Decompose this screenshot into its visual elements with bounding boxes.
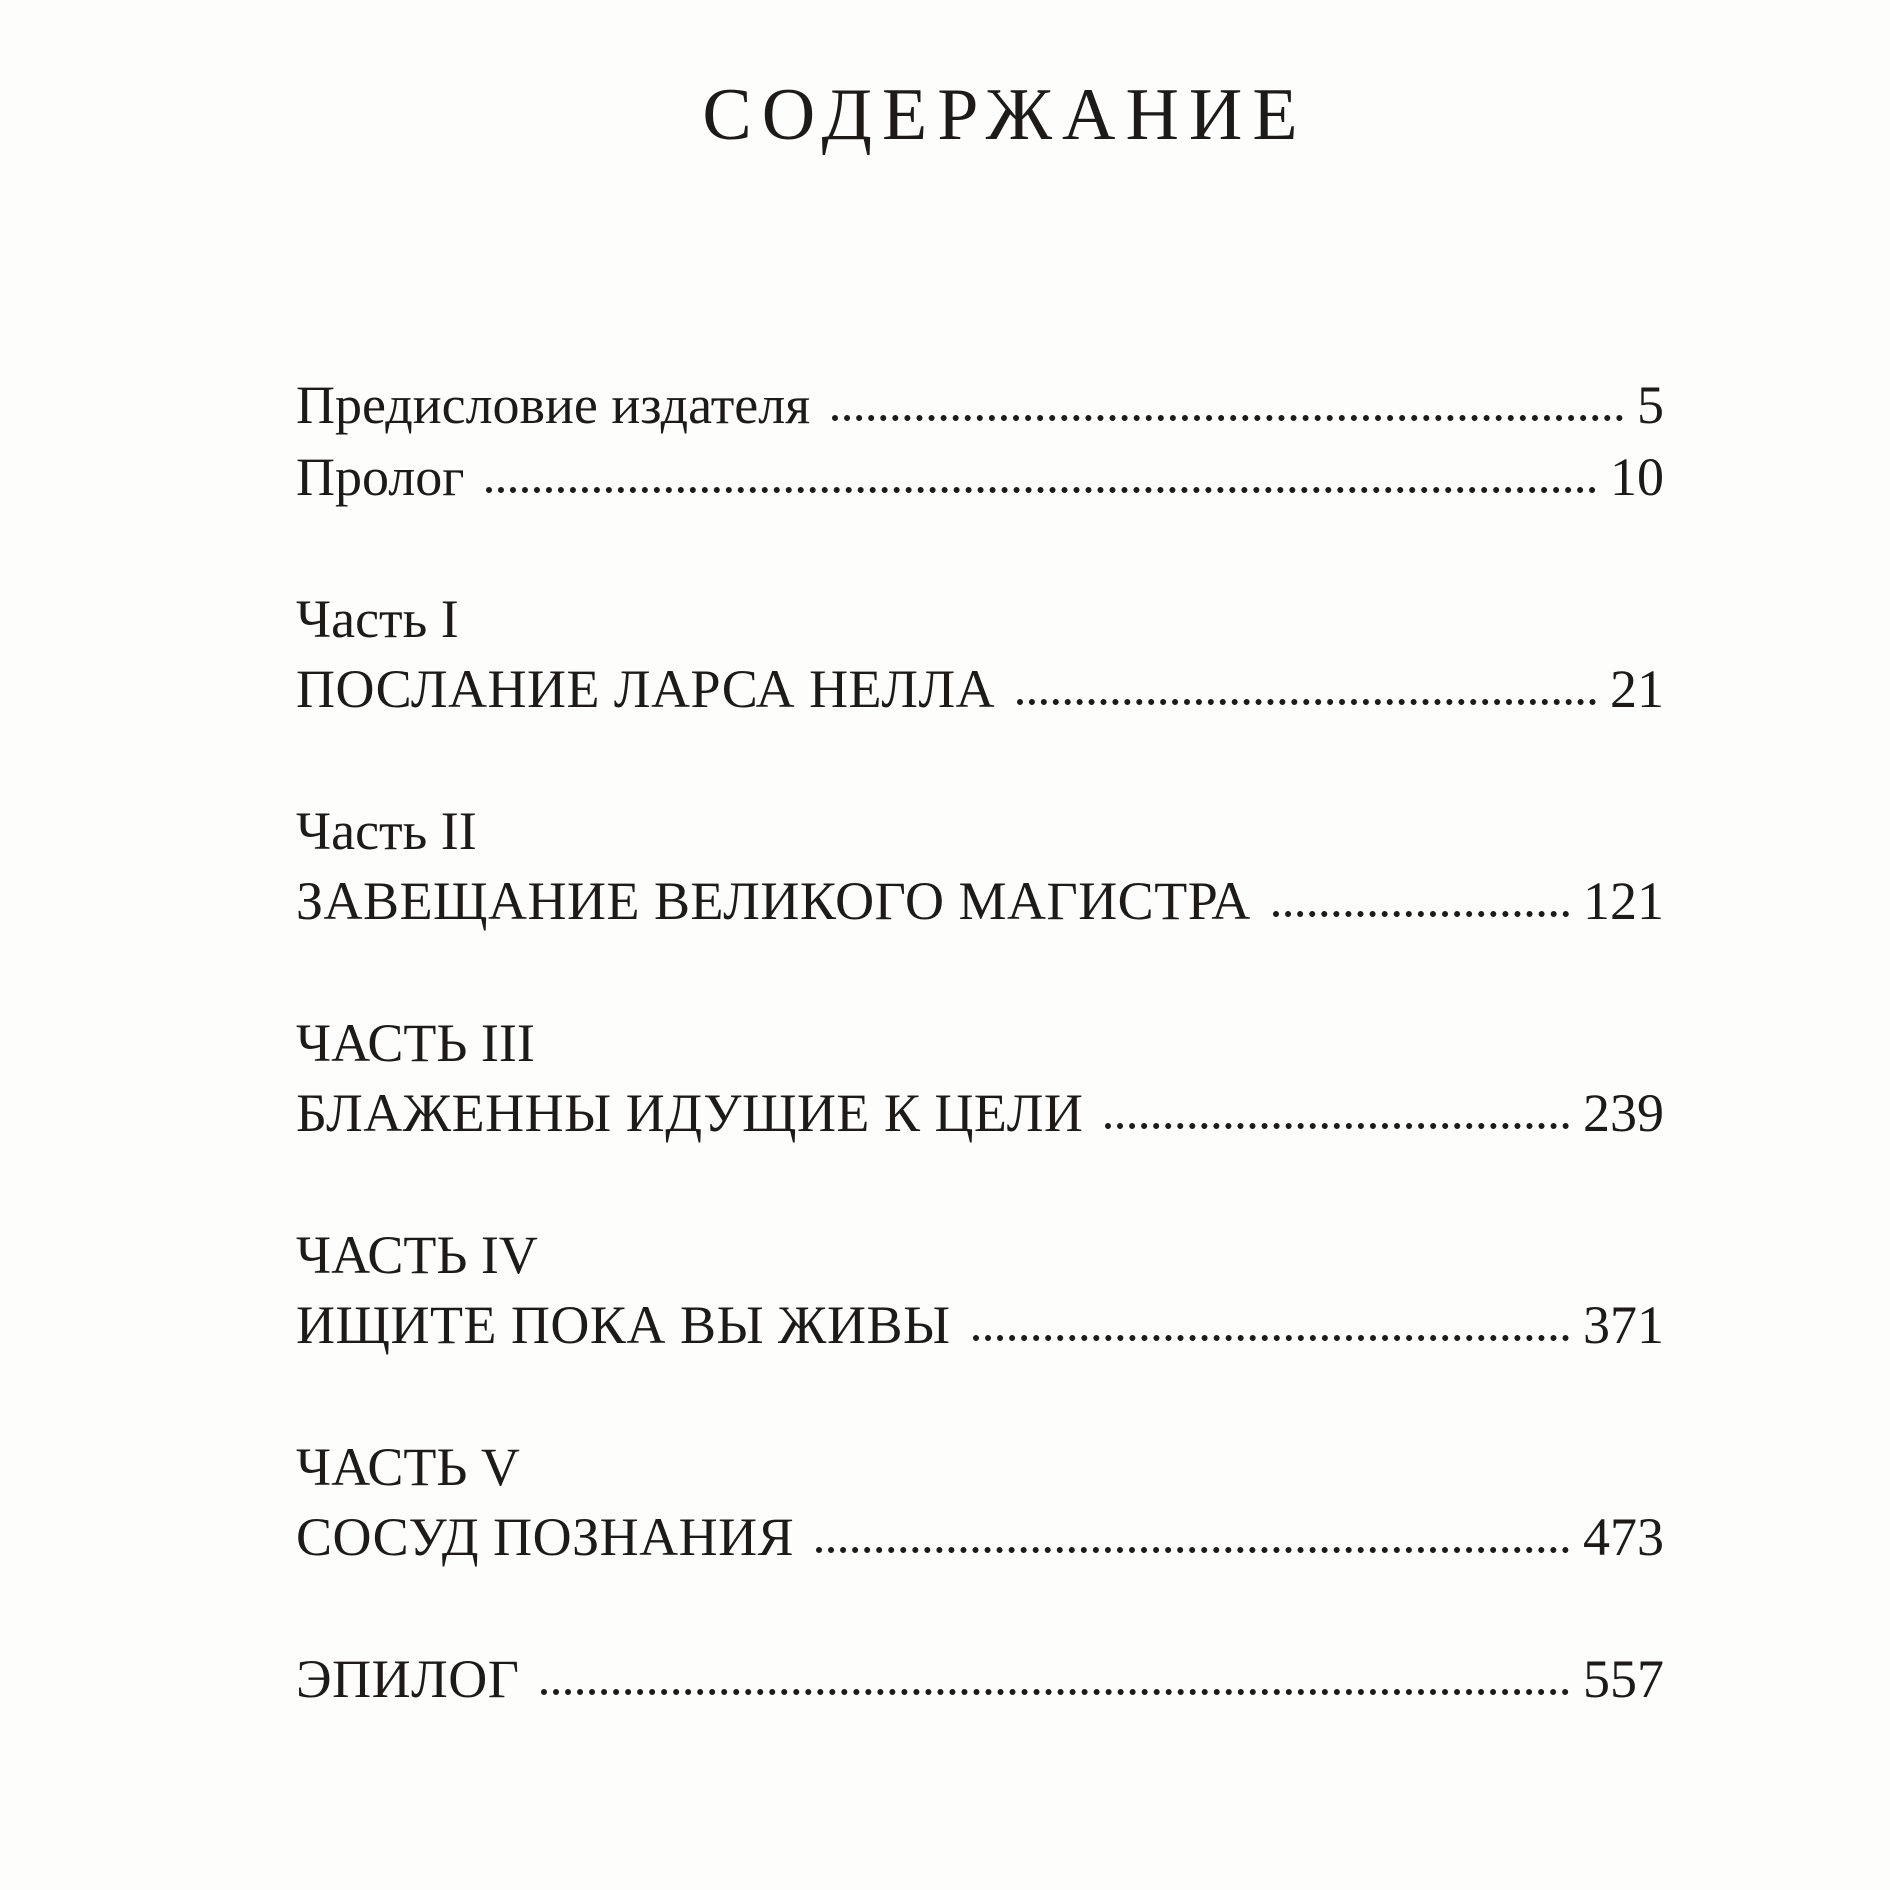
part-label-2: Часть II xyxy=(296,801,477,861)
dot-leader xyxy=(1273,911,1569,917)
toc-entry-label: БЛАЖЕННЫ ИДУЩИЕ К ЦЕЛИ xyxy=(296,1083,1084,1143)
toc-page-number: 371 xyxy=(1583,1295,1664,1355)
page-title: СОДЕРЖАНИЕ xyxy=(702,74,1308,156)
toc-entry-part-2[interactable] xyxy=(296,868,1664,934)
dot-leader xyxy=(486,487,1596,493)
toc-page-number: 121 xyxy=(1583,871,1664,931)
toc-entry-prologue[interactable] xyxy=(296,444,1664,510)
toc-entry-label: Предисловие издателя xyxy=(296,375,811,435)
part-label-3: ЧАСТЬ III xyxy=(296,1013,535,1073)
toc-entry-label: ПОСЛАНИЕ ЛАРСА НЕЛЛА xyxy=(296,659,996,719)
part-label-4: ЧАСТЬ IV xyxy=(296,1225,538,1285)
toc-entry-part-1[interactable] xyxy=(296,656,1664,722)
toc-page-number: 473 xyxy=(1583,1507,1664,1567)
toc-page-number: 557 xyxy=(1583,1649,1664,1709)
toc-entry-label: ЭПИЛОГ xyxy=(296,1649,520,1709)
dot-leader xyxy=(1017,699,1596,705)
toc-page-number: 10 xyxy=(1610,447,1664,507)
toc-page-number: 5 xyxy=(1637,375,1664,435)
toc-entry-label: Пролог xyxy=(296,447,465,507)
dot-leader xyxy=(1105,1123,1569,1129)
part-label-1: Часть I xyxy=(296,589,459,649)
toc-page-number: 239 xyxy=(1583,1083,1664,1143)
dot-leader xyxy=(832,415,1623,421)
toc-entry-part-5[interactable] xyxy=(296,1504,1664,1570)
toc-entry-part-3[interactable] xyxy=(296,1080,1664,1146)
toc-entry-part-4[interactable] xyxy=(296,1292,1664,1358)
toc-entry-preface[interactable] xyxy=(296,372,1664,438)
dot-leader xyxy=(541,1689,1569,1695)
toc-entry-label: ИЩИТЕ ПОКА ВЫ ЖИВЫ xyxy=(296,1295,951,1355)
toc-entry-label: СОСУД ПОЗНАНИЯ xyxy=(296,1507,795,1567)
dot-leader xyxy=(816,1547,1569,1553)
part-label-5: ЧАСТЬ V xyxy=(296,1437,520,1497)
toc-page-number: 21 xyxy=(1610,659,1664,719)
toc-entry-epilogue[interactable] xyxy=(296,1646,1664,1712)
dot-leader xyxy=(973,1335,1569,1341)
toc-entry-label: ЗАВЕЩАНИЕ ВЕЛИКОГО МАГИСТРА xyxy=(296,871,1251,931)
